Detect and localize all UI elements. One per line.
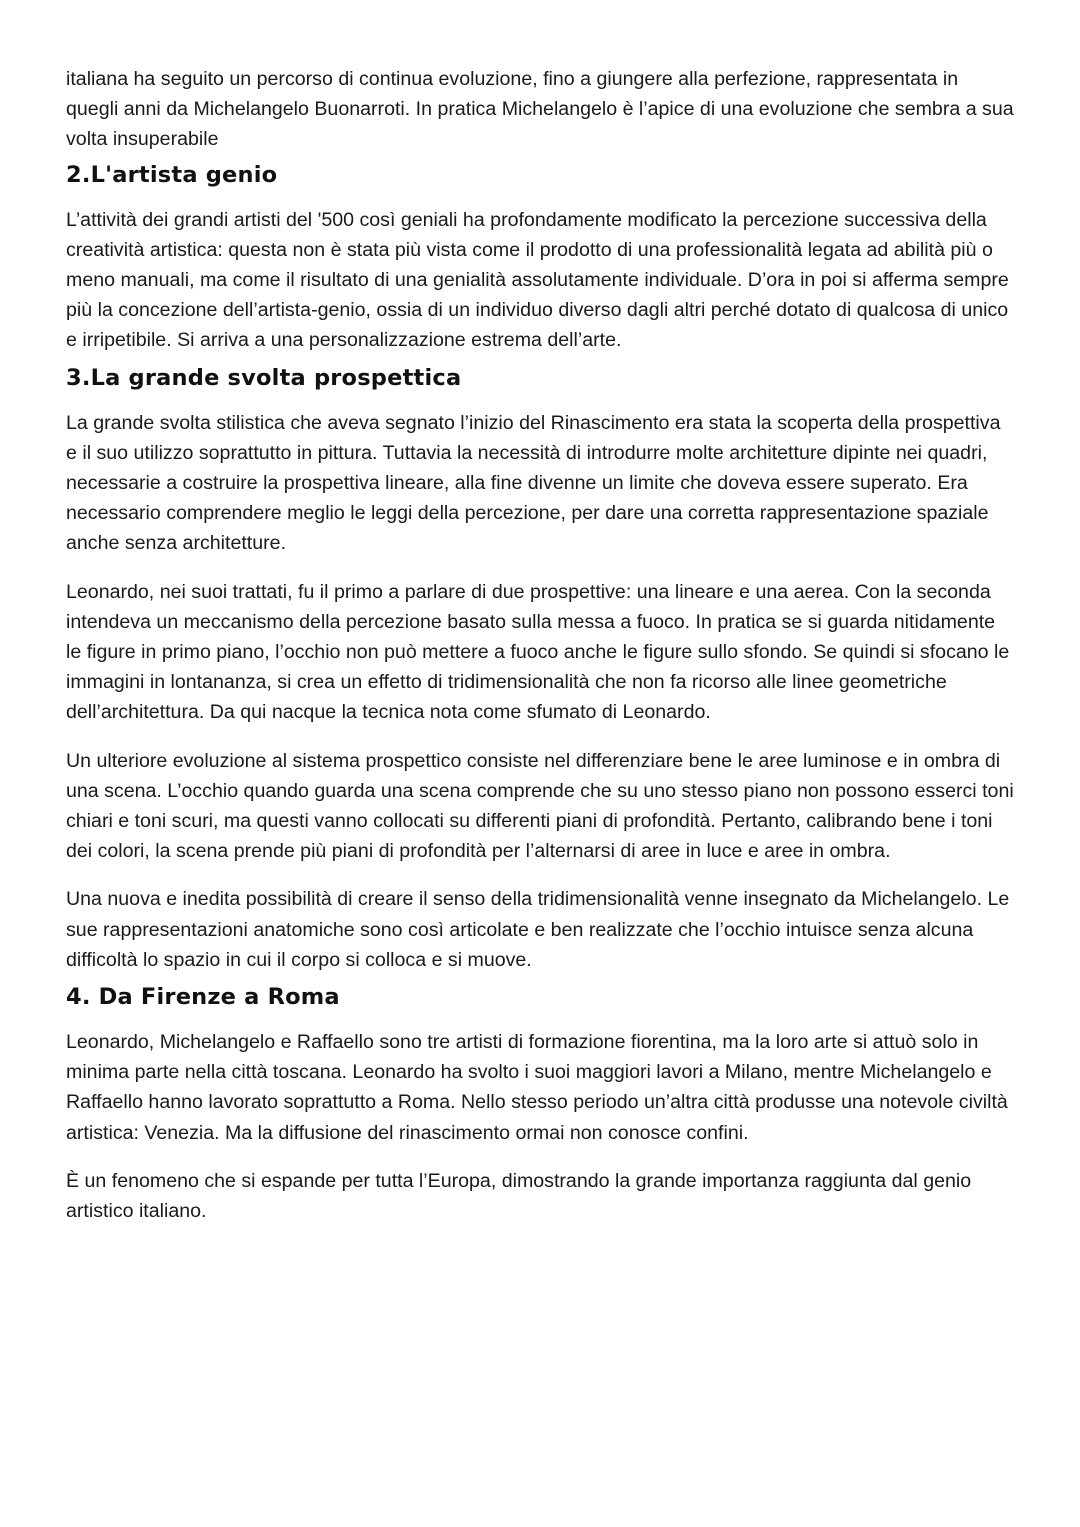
section-heading-artista-genio: 2.L'artista genio bbox=[66, 161, 278, 188]
paragraph: La grande svolta stilistica che aveva segnato l’inizio del Rinascimento era stata la scoperta della prospettiva e il suo utilizzo soprattutto in pittura. Tuttavia la necessità di introdurre molte architetture dipinte nei quadri, necessarie a costruire la prospettiva lineare, alla fine divenne un limite che doveva essere superato. Era necessario comprendere meglio le leggi della percezione, per dare una corretta rappresentazione spaziale anche senza architetture. bbox=[66, 411, 1001, 555]
paragraph: Leonardo, nei suoi trattati, fu il primo a parlare di due prospettive: una lineare e una aerea. Con la seconda intendeva un meccanismo della percezione basato sulla messa a fuoco. In pratica se si guarda nitidamente le figure in primo piano, l’occhio non può mettere a fuoco anche le figure sullo sfondo. Se quindi si sfocano le immagini in lontananza, si crea un effetto di tridimensionalità che non fa ricorso alle linee geometriche dell’architettura. Da qui nacque la tecnica nota come sfumato di Leonardo. bbox=[66, 580, 1010, 724]
paragraph: L’attività dei grandi artisti del '500 così geniali ha profondamente modificato la percezione successiva della creatività artistica: questa non è stata più vista come il prodotto di una professionalità legata ad abilità più o meno manuali, ma come il risultato di una genialità assolutamente individuale. D’ora in poi si afferma sempre più la concezione dell’artista-genio, ossia di un individuo diverso dagli altri perché dotato di qualcosa di unico e irripetibile. Si arriva a una personalizzazione estrema dell’arte. bbox=[66, 208, 1009, 352]
paragraph: Una nuova e inedita possibilità di creare il senso della tridimensionalità venne insegnato da Michelangelo. Le sue rappresentazioni anatomiche sono così articolate e ben realizzate che l’occhio intuisce senza alcuna difficoltà lo spazio in cui il corpo si colloca e si muove. bbox=[66, 888, 1010, 971]
section-heading-firenze-roma: 4. Da Firenze a Roma bbox=[66, 984, 340, 1011]
section-heading-svolta-prospettica: 3.La grande svolta prospettica bbox=[66, 364, 462, 391]
intro-paragraph: italiana ha seguito un percorso di continua evoluzione, fino a giungere alla perfezione, rappresentata in quegli anni da Michelangelo Buonarroti. In pratica Michelangelo è l’apice di una evoluzione che sembra a sua volta insuperabile bbox=[66, 68, 1014, 151]
paragraph: Un ulteriore evoluzione al sistema prospettico consiste nel differenziare bene le aree luminose e in ombra di una scena. L’occhio quando guarda una scena comprende che su uno stesso piano non possono esserci toni chiari e toni scuri, ma questi vanno collocati su differenti piani di profondità. Pertanto, calibrando bene i toni dei colori, la scena prende più piani di profondità per l’alternarsi di aree in luce e aree in ombra. bbox=[66, 749, 1014, 863]
paragraph: È un fenomeno che si espande per tutta l’Europa, dimostrando la grande importanza raggiunta dal genio artistico italiano. bbox=[66, 1169, 972, 1223]
paragraph: Leonardo, Michelangelo e Raffaello sono tre artisti di formazione fiorentina, ma la loro arte si attuò solo in minima parte nella città toscana. Leonardo ha svolto i suoi maggiori lavori a Milano, mentre Michelangelo e Raffaello hanno lavorato soprattutto a Roma. Nello stesso periodo un’altra città produsse una notevole civiltà artistica: Venezia. Ma la diffusione del rinascimento ormai non conosce confini. bbox=[66, 1031, 1008, 1144]
